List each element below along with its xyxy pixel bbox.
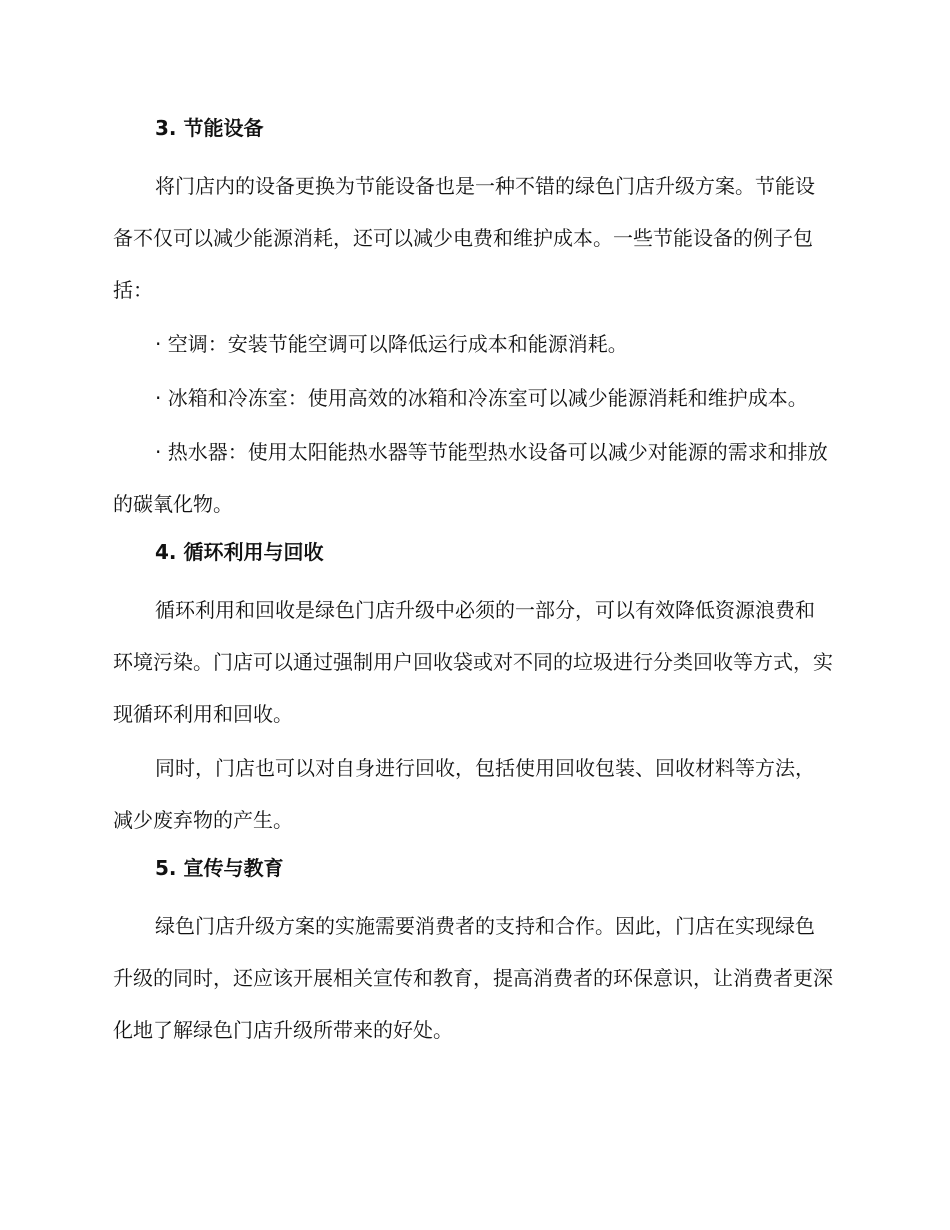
bullet-water-heater: · 热水器：使用太阳能热水器等节能型热水设备可以减少对能源的需求和排放的碳氧化物。 xyxy=(113,440,828,516)
section-heading-recycling: 4. 循环利用与回收 xyxy=(155,540,324,564)
paragraph-energy-intro: 将门店内的设备更换为节能设备也是一种不错的绿色门店升级方案。节能设备不仅可以减少能源消耗，还可以减少电费和维护成本。一些节能设备的例子包括： xyxy=(113,174,815,302)
bullet-refrigerator: · 冰箱和冷冻室：使用高效的冰箱和冷冻室可以减少能源消耗和维护成本。 xyxy=(155,386,808,410)
paragraph-education: 绿色门店升级方案的实施需要消费者的支持和合作。因此，门店在实现绿色升级的同时，还应该开展相关宣传和教育，提高消费者的环保意识，让消费者更深化地了解绿色门店升级所带来的好处。 xyxy=(113,914,833,1042)
section-heading-energy-saving: 3. 节能设备 xyxy=(155,116,264,140)
document-body xyxy=(113,108,833,1058)
paragraph-recycling-self: 同时，门店也可以对自身进行回收，包括使用回收包装、回收材料等方法，减少废弃物的产生。 xyxy=(113,756,815,832)
paragraph-recycling-intro: 循环利用和回收是绿色门店升级中必须的一部分，可以有效降低资源浪费和环境污染。门店可以通过强制用户回收袋或对不同的垃圾进行分类回收等方式，实现循环利用和回收。 xyxy=(113,598,833,726)
bullet-air-conditioner: · 空调：安装节能空调可以降低运行成本和能源消耗。 xyxy=(155,332,628,356)
section-heading-education: 5. 宣传与教育 xyxy=(155,856,284,880)
